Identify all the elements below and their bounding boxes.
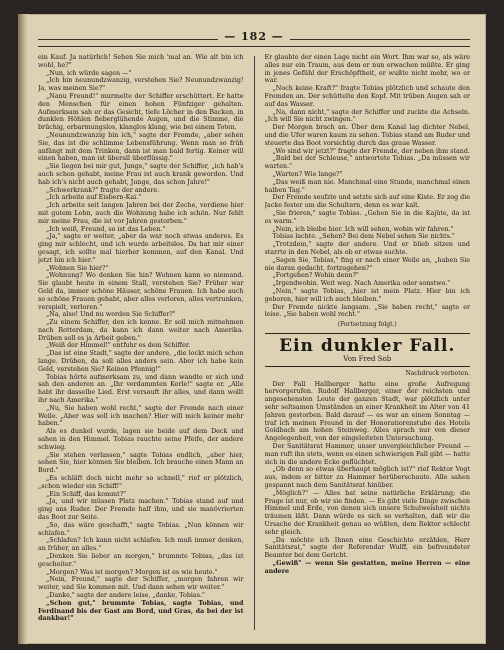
paragraph: „Ich weiß, Freund, so ist das Leben." xyxy=(46,225,166,233)
paragraph: „Noch keine Kraft?" fragte Tobias plötzlich und schaute den Fremden an. Der schüttelte den Kopf. Mit trüben Augen sah er auf das Wasser. xyxy=(264,85,470,108)
reproduction-notice: Nachdruck verboten. xyxy=(405,369,470,377)
paragraph: „Wohnung? Wo denken Sie hin? Wohnen kann so niemand. Sie glaubt heute in einem Stall, verstehen Sie? Früher war Geld da, immer schöne Häuser, schöne Frauen. Ich habe auch so schöne Frauen gehabt, aber alles verloren, alles vertrunken, verspielt, verloren." xyxy=(38,272,244,311)
paragraph: „Weiß der Himmel!" entfuhr es dem Schiffer. xyxy=(46,342,191,350)
paragraph: „Das weiß man nie. Manchmal eine Stunde, manchmal einen halben Tag." xyxy=(264,178,470,194)
paragraph: Er glaubte der einen Lage nicht ein Wort. Ihm war so, als wäre alles nur ein Traum, aus dem er nun erwachen müßte. Er ging in jenes Gefühl der Erschöpftheit, er wußte nicht mehr, wo er war. xyxy=(264,54,470,85)
paragraph: Der Fremde seufzte und setzte sich auf eine Kiste. Er zog die Jacke fester um die Schultern, denn es war kalt. xyxy=(264,194,470,210)
left-column xyxy=(38,54,244,630)
paragraph: „Fortgehen? Wohin denn?" xyxy=(272,272,359,280)
paragraph: „Warten? Wie lange?" xyxy=(272,170,343,178)
paragraph: „Schlafen? Ich kann nicht schlafen. Ich muß immer denken, an früher, an alles." xyxy=(38,537,244,553)
paragraph: „Ja, und wir müssen Platz machen." Tobias stand auf und ging ans Ruder. Der Fremde half ihm, und sie manövrierten das Boot zur Seite. xyxy=(38,498,244,522)
header-rule-right xyxy=(290,39,470,40)
story-title: Ein dunkler Fall. xyxy=(279,335,456,356)
paragraph: „Ja," sagte er weiter, „aber da war noch etwas anderes. Es ging mir schlecht, und ich wurde arbeitslos. Da hat mir einer gesagt, ich sollte mal hierher kommen, auf den Kanal. Und jetzt bin ich hier." xyxy=(38,233,244,264)
paragraph: Tobias lachte. „Sehen? Bei dem Nebel sehen Sie nichts." xyxy=(272,233,455,241)
paragraph: „Na, dann nicht," sagte der Schiffer und zuckte die Achseln. „Ich will Sie nicht zwingen." xyxy=(264,108,470,124)
paragraph: „Bald bei der Schleuse," antwortete Tobias. „Da müssen wir warten." xyxy=(264,155,470,171)
paragraph: Der Morgen brach an. Über dem Kanal lag dichter Nebel, und die Ufer waren kaum zu sehen. Tobias stand am Ruder und steuerte das Boot vorsichtig durch das graue Wasser. xyxy=(264,124,470,147)
paragraph: „Ich bin neunundzwanzig, verstehen Sie? Neunundzwanzig! Ja, was meinen Sie?" xyxy=(38,77,244,93)
paragraph: „Schon gut," brummte Tobias, sagte Tobias, und Ferdinand bis der Gast am Bord, und Gras, da bei der ist dankbar!" xyxy=(38,599,244,623)
paragraph: „Na, also! Und nu werden Sie Schiffer?" xyxy=(46,311,176,319)
paragraph: „Sagen Sie, Tobias," fing er nach einer Weile an, „haben Sie nie daran gedacht, fortzugehen?" xyxy=(264,256,470,272)
story-author: Von Fred Sob xyxy=(343,354,392,363)
paragraph: Der Fremde nickte langsam. „Sie haben recht," sagte er leise. „Sie haben wohl recht." xyxy=(264,303,470,319)
continuation-note: (Fortsetzung folgt.) xyxy=(337,321,397,329)
paragraph: „Zu einem Schiffer, den ich kenne. Er soll mich mitnehmen nach Rotterdam, da kann ich dann weiter nach Amerika. Drüben soll es ja Arbeit geben." xyxy=(38,319,244,342)
paragraph: „Gewiß" — wenn Sie gestatten, meine Herren — eine andere xyxy=(264,560,470,575)
paragraph: „Nun, ich würde sagen —" xyxy=(46,69,132,77)
paragraph: Tobias hörte aufmerksam zu, und dann wandte er sich und sah den anderen an. „Ihr verdammten Kerle!" sagte er. „Alle habt ihr dasselbe Lied. Erst versauft ihr alles, und dann wollt ihr nach Amerika." xyxy=(38,373,244,405)
paragraph: „Nein, Freund," sagte der Schiffer, „morgen fahren wir weiter, und Sie kommen mit. Und dann sehen wir weiter." xyxy=(38,576,244,592)
text-columns xyxy=(38,54,470,630)
paragraph: „Neunundzwanzig bin ich," sagte der Fremde, „aber sehen Sie, das ist die schlimme Lebensführung. Wenn man so früh anfängt mit dem Trinken, dann ist man bald fertig. Keiner will einen haben, man ist überall überflüssig." xyxy=(38,131,244,163)
paragraph: „Ich arbeite seit langen Jahren bei der Zeche, verdiene hier mit gutem Lohn, auch die Wohnung habe ich schön. Nur fehlt mir meine Frau, die ist vor Jahren gestorben." xyxy=(38,202,244,225)
paragraph: „Sie frieren," sagte Tobias. „Gehen Sie in die Kajüte, da ist es warm." xyxy=(264,209,470,225)
paragraph: „Trotzdem," sagte der andere. Und er blieb sitzen und starrte in den Nebel, als ob er etwas suchte. xyxy=(264,241,470,256)
paragraph: Der Fall Hallberger hatte eine große Aufregung hervorgerufen. Rudolf Hallberger, einer der reichsten und angesehensten Leute der ganzen Stadt, war plötzlich unter sehr seltsamen Umständen an einer Krankheit im Alter von 41 Jahren gestorben. Bald darauf — es war an einem Sonntag — traf ich meinen Freund in der Honoratiorenstube des Hotels Goldbach am hohen Steinweg. Alles sprach nur von dieser Angelegenheit, von der eingeleiteten Untersuchung. xyxy=(264,380,470,443)
page-header xyxy=(38,32,470,47)
paragraph: „So, das wäre geschafft," sagte Tobias. „Nun können wir schlafen." xyxy=(38,521,244,537)
paragraph: „Denken Sie lieber an morgen," brummte Tobias, „das ist gescheiter." xyxy=(38,553,244,568)
page-number: — 182 — xyxy=(224,30,284,43)
paragraph: ein Kauf. Ja natürlich! Sehen Sie mich 'mal an. Wie alt bin ich wohl, he?" xyxy=(38,54,244,69)
book-spine xyxy=(18,14,28,644)
paragraph: „Sie stehen verlassen," sagte Tobias endlich, „aber hier, sehen Sie, hier können Sie bleiben. Ich brauche einen Mann an Bord." xyxy=(38,451,244,475)
paragraph: Der Sanitätsrat Hammer, unser unvergleichlicher Freund — man ruft ihn stets, wenn es einen schwierigen Fall gibt — hatte sich in die andere Ecke geflüchtet. xyxy=(264,443,470,466)
paragraph: „Nu, Sie haben wohl recht," sagte der Fremde nach einer Weile. „Aber was soll ich machen? Hier will mich keiner mehr haben." xyxy=(38,404,244,428)
paragraph: „Ich arbeite auf Eisbern-Kai." xyxy=(46,194,142,202)
paragraph: „Das ist eine Stadt," sagte der andere, „die lockt mich schon lange. Drüben, da soll alles anders sein. Aber ich habe kein Geld, verstehen Sie? Keinen Pfennig!" xyxy=(38,350,244,373)
column-divider xyxy=(254,56,255,630)
paragraph: „Nanu Freund!" murmelte der Schiffer erschüttert. Er hatte den Menschen für einen hohen Fünfziger gehalten. Aufmerksam sah er das Gesicht, tiefe Löcher in den Backen, in dunklen Höhlen fieberglühende Augen, und die Stimme, die brüchig, erbarmungslos, klanglos klang, wie bei einem Toten. xyxy=(38,92,244,132)
paragraph: Als es dunkel wurde, lagen sie beide auf dem Deck und sahen in den Himmel. Tobias rauchte seine Pfeife, der andere schwieg. xyxy=(38,428,244,451)
paragraph: „Sie liegen bei mir gut, Junge," sagte der Schiffer, „ich hab's auch schon gehabt, meine Frau ist auch krank geworden. Und hab ich's nicht auch gehabt, Junge, das schon Jahre!" xyxy=(38,163,244,186)
paragraph: „Ein Schiff, das kommt?" xyxy=(46,490,127,498)
header-rule-left xyxy=(38,39,218,40)
paragraph: „Wohnen Sie hier?" xyxy=(46,264,109,272)
paragraph: „Nein," sagte Tobias, „hier ist mein Platz. Hier bin ich geboren, hier will ich auch bleiben." xyxy=(264,287,470,303)
magazine-page xyxy=(18,14,486,644)
paragraph: „Da möchte ich Ihnen eine Geschichte erzählen, Herr Sanitätsrat," sagte der Referendar Wulff, ein befreundeter Beamter bei dem Gericht. xyxy=(264,536,470,560)
paragraph: „Möglich?" — Alles hat seine natürliche Erklärung; die Frage ist nur, ob wir sie finden. — Es gibt viele Dinge zwischen Himmel und Erde, von denen sich unsere Schulweisheit nichts träumen läßt. Dann würde es sich so verhalten, daß wir die Ursache der Krankheit genau so wüßten, dem Rektor schlecht sehr gleich. xyxy=(264,489,470,536)
right-column xyxy=(265,54,471,630)
paragraph: „Wo sind wir jetzt?" fragte der Fremde, der neben ihm stand. xyxy=(272,147,470,155)
paragraph: „Es schläft doch nicht mehr so schnell," rief er plötzlich, „schon wieder ein Schiff!" xyxy=(38,475,244,490)
paragraph: „Irgendwohin. Weit weg. Nach Amerika oder sonstwo." xyxy=(272,280,451,288)
paragraph: „Morgen? Was ist morgen? Morgen ist es wie heute." xyxy=(46,568,218,576)
paragraph: „Ob denn so etwas überhaupt möglich ist?" rief Rektor Vogt aus, indem er bitter zu Hammer herüberschaute. Alle sahen gespannt nach dem Sanitätsrat hinüber. xyxy=(264,466,470,490)
paragraph: „Nein, ich bleibe hier. Ich will sehen, wohin wir fahren." xyxy=(272,225,454,233)
story-title-block xyxy=(265,333,471,367)
paragraph: „Schwerkrank?" fragte der andere. xyxy=(46,186,160,194)
paragraph: „Danke," sagte der andere leise, „danke, Tobias." xyxy=(46,591,205,599)
